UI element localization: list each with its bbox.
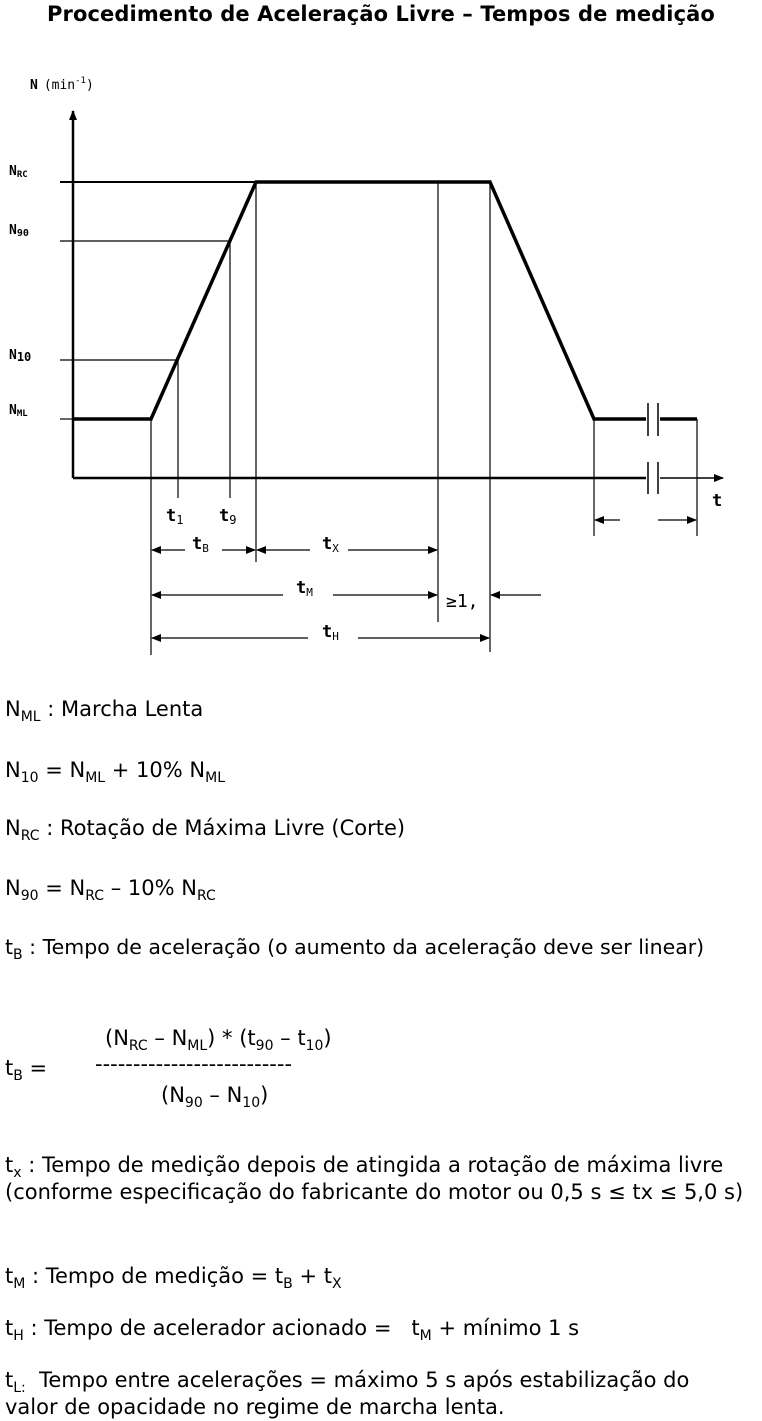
x-axis-label: t [712,491,723,511]
formula-fraction-line: -------------------------- [95,1052,293,1076]
t1-label: t1 [166,506,184,527]
formula-lhs: $t_B$ = [5,1056,48,1084]
legend-tl: $t_{L:}$ Tempo entre acelerações = máximo 5 s após estabilização do valor de opacidade no regime de marcha lenta. [5,1368,697,1419]
rpm-curve [73,182,646,419]
page-title: Procedimento de Aceleração Livre – Tempos de medição [47,2,715,26]
tx-label: tX [322,534,339,555]
n90-label: N90 [9,223,29,239]
y-axis-title: N $(\min^{-1})$ [30,76,94,93]
th-label: tH [322,622,339,643]
legend-nml: $N_{ML}$ : Marcha Lenta [5,697,204,725]
tb-label: tB [192,534,209,555]
legend-tx: $t_x$ : Tempo de medição depois de atingida a rotação de máxima livre (conforme especificação do fabricante do motor ou 0,5 s ≤ tx ≤ 5,0 s) [5,1153,744,1204]
legend-nrc: $N_{RC}$ : Rotação de Máxima Livre (Corte) [5,816,406,844]
legend-tb: $t_B$ : Tempo de aceleração (o aumento da aceleração deve ser linear) [5,935,705,963]
formula-numerator: $(N_{RC} - N_{ML}) * (t_{90} - t_{10})$ [105,1026,332,1054]
legend-th: $t_H$ : Tempo de acelerador acionado = $t_M$ + mínimo 1 s [5,1316,580,1344]
n10-label: N10 [9,348,32,364]
nml-label: NML [9,403,28,419]
t9-label: t9 [219,506,237,527]
legend-tm: $t_M$ : Tempo de medição = $t_B + t_X$ [5,1264,342,1292]
free-acceleration-diagram [0,0,762,680]
tm-label: tM [296,578,313,599]
legend-n90: $N_{90} = N_{RC} - 10\%$ $N_{RC}$ [5,876,216,904]
legend-n10: $N_{10} = N_{ML} + 10\%$ $N_{ML}$ [5,758,225,786]
min-1s-label: ≥1, [446,591,479,612]
formula-denominator: $(N_{90} - N_{10})$ [161,1083,269,1111]
nrc-label: NRC [9,164,28,180]
